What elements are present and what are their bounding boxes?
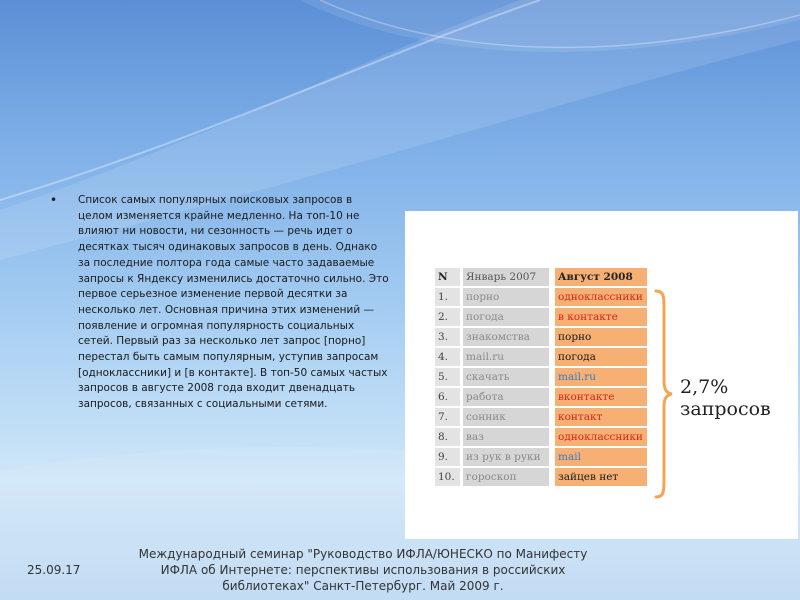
- table-header-row: [435, 268, 647, 287]
- queries-table: [435, 268, 647, 488]
- table-row: [435, 427, 647, 447]
- row-jan-2007: порно: [462, 287, 553, 307]
- row-num: 5.: [435, 367, 462, 387]
- row-aug-2008: одноклассники: [552, 287, 647, 307]
- footer-date: 25.09.17: [27, 563, 81, 577]
- row-num: 3.: [435, 327, 462, 347]
- row-jan-2007: гороскоп: [462, 467, 553, 487]
- table-row: [435, 287, 647, 307]
- row-aug-2008: mail.ru: [552, 367, 647, 387]
- row-aug-2008: mail: [552, 447, 647, 467]
- row-num: 4.: [435, 347, 462, 367]
- bullet-text: Список самых популярных поисковых запросов в целом изменяется крайне медленно. На топ-10 не влияют ни новости, ни сезонность — речь идет о десятках тысяч одинаковых запросов в день. Однако за последние полтора года самые часто задаваемые запросы к Яндексу изменились достаточно сильно. Это первое серьезное изменение первой десятки за несколько лет. Основная причина этих изменений — появление и огромная популярность социальных сетей. Первый раз за несколько лет запрос [порно] перестал быть самым популярным, уступив запросам [одноклассники] и [в контакте]. В топ-50 самых частых запросов в августе 2008 года входит двенадцать запросов, связанных с социальными сетями.: [78, 194, 389, 411]
- row-aug-2008: зайцев нет: [552, 467, 647, 487]
- row-num: 6.: [435, 387, 462, 407]
- row-num: 10.: [435, 467, 462, 487]
- row-jan-2007: погода: [462, 307, 553, 327]
- row-num: 1.: [435, 287, 462, 307]
- table-row: [435, 447, 647, 467]
- row-num: 8.: [435, 427, 462, 447]
- row-jan-2007: из рук в руки: [462, 447, 553, 467]
- row-aug-2008: порно: [552, 327, 647, 347]
- header-jan-2007: Январь 2007: [462, 268, 553, 287]
- brace-label: 2,7% запросов: [680, 376, 771, 420]
- bullet-point: [50, 193, 390, 413]
- row-jan-2007: сонник: [462, 407, 553, 427]
- table-row: [435, 387, 647, 407]
- table-row: [435, 467, 647, 487]
- queries-figure: [405, 211, 798, 539]
- row-jan-2007: скачать: [462, 367, 553, 387]
- table-row: [435, 407, 647, 427]
- row-num: 7.: [435, 407, 462, 427]
- row-aug-2008: вконтакте: [552, 387, 647, 407]
- table-row: [435, 307, 647, 327]
- table-row: [435, 367, 647, 387]
- header-num: N: [435, 268, 462, 287]
- row-num: 9.: [435, 447, 462, 467]
- row-jan-2007: знакомства: [462, 327, 553, 347]
- row-jan-2007: работа: [462, 387, 553, 407]
- row-aug-2008: погода: [552, 347, 647, 367]
- row-aug-2008: контакт: [552, 407, 647, 427]
- footer-caption: Международный семинар "Руководство ИФЛА/ЮНЕСКО по Манифесту ИФЛА об Интернете: перспективы использования в российских библиотеках" Санкт-Петербург. Май 2009 г.: [138, 547, 588, 593]
- table-row: [435, 347, 647, 367]
- row-num: 2.: [435, 307, 462, 327]
- row-jan-2007: mail.ru: [462, 347, 553, 367]
- bullet-dot-icon: •: [50, 193, 58, 207]
- table-row: [435, 327, 647, 347]
- row-aug-2008: в контакте: [552, 307, 647, 327]
- curly-brace-icon: [652, 289, 674, 499]
- header-aug-2008: Август 2008: [552, 268, 647, 287]
- row-jan-2007: ваз: [462, 427, 553, 447]
- row-aug-2008: одноклассники: [552, 427, 647, 447]
